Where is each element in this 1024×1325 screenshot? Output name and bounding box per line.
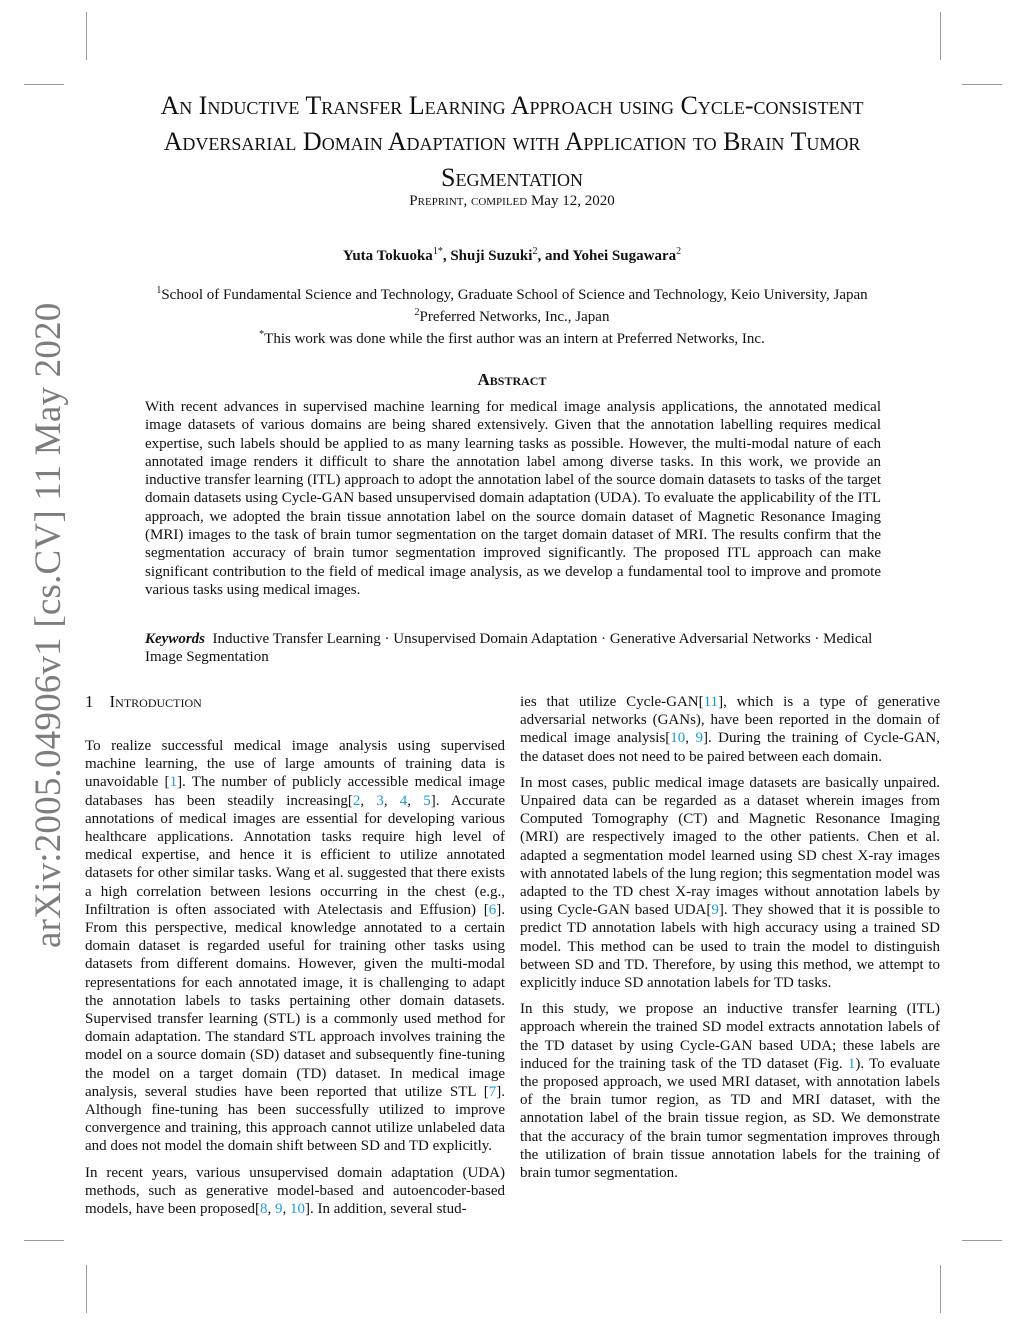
author-sup: 2 (676, 246, 682, 257)
text-run: ]. Accurate annotations of medical images are essential for developing various healthcare applications. Annotation tasks require high level of medical expertise, and hence it is efficient to utilize annotated datasets for other similar tasks. Wang et al. suggested that there exists a high correlation between lesions occurring in the chest (e.g., Infiltration is often associated with Atelectasis and Effusion) [ (85, 792, 505, 918)
author-name: Yohei Sugawara (572, 248, 677, 264)
section-title: Introduction (109, 692, 202, 711)
text-run: ]. From this perspective, medical knowledge annotated to a certain domain dataset is regarded useful for training other tasks using datasets from different domains. However, given the multi-modal representations for each annotated image, it is challenging to adapt the annotation labels to tasks pertaining other domain datasets. Supervised transfer learning (STL) is a commonly used method for domain adaptation. The standard STL approach involves training the model on a source domain (SD) dataset and subsequently fine-tuning the model on a target domain (TD) dataset. In medical image analysis, several studies have been reported that utilize STL [ (85, 901, 505, 1100)
affiliation-sup: * (259, 329, 265, 340)
author-list: Yuta Tokuoka$^{1*}$, Shuji Suzuki$^2$, and Yohei Sugawara$^2$ (342, 246, 682, 264)
paragraph (520, 774, 940, 992)
citation-link[interactable]: 4 (399, 792, 408, 809)
crop-mark-bottom-right (940, 1265, 941, 1313)
figure-link[interactable]: 1 (847, 1055, 856, 1072)
paragraph (520, 1000, 940, 1182)
citation-link[interactable]: 11 (703, 694, 719, 710)
preprint-line (112, 193, 912, 210)
author-note (100, 326, 924, 348)
affiliation-1 (100, 282, 924, 304)
right-column (520, 693, 940, 1190)
crop-mark-top-left (86, 12, 87, 60)
citation-link[interactable]: 10 (289, 1201, 305, 1218)
citation-link[interactable]: 5 (423, 792, 431, 809)
text-run: ies that utilize Cycle-GAN[ (520, 694, 704, 710)
crop-mark-top-left-h (24, 84, 64, 85)
citation-link[interactable]: 9 (695, 730, 703, 747)
citation-link[interactable]: 9 (274, 1201, 283, 1218)
section-number: 1 (85, 692, 94, 711)
text-run: In this study, we propose an inductive transfer learning (ITL) approach wherein the trained SD model extracts annotation labels of the TD dataset by using Cycle-GAN based UDA; these labels are induced for the training task of the TD dataset (Fig. (520, 1001, 940, 1072)
text-run: ]. During the training of Cycle-GAN, the dataset does not need to be paired between each domain. (520, 730, 941, 765)
citation-link[interactable]: 10 (670, 730, 686, 747)
text-run: , (360, 792, 377, 809)
crop-mark-top-right-h (962, 84, 1002, 85)
keywords-label: Keywords (145, 631, 205, 647)
text-run: , (282, 1201, 290, 1218)
abstract-text: With recent advances in supervised machine learning for medical image analysis applications, the annotated medical image datasets of various domains are being shared extensively. Given that the annotation labelling requires medical expertise, such labels should be applied to as many learning tasks as possible. However, the multi-modal nature of each annotated image renders it difficult to share the annotation label among diverse tasks. In this work, we provide an inductive transfer learning (ITL) approach to adopt the annotation label of the source domain datasets to tasks of the target domain datasets using Cycle-GAN based unsupervised domain adaptation (UDA). To evaluate the applicability of the ITL approach, we adopted the brain tissue annotation label on the source domain dataset of Magnetic Resonance Imaging (MRI) images to the task of brain tumor segmentation on the target domain dataset of MRI. The results confirm that the segmentation accuracy of brain tumor segmentation improved significantly. The proposed ITL approach can make significant contribution to the field of medical image analysis, as we develop a fundamental tool to improve and promote various tasks using medical images. (145, 399, 881, 598)
crop-mark-bottom-left-h (24, 1240, 64, 1241)
text-run: , (267, 1201, 275, 1218)
paragraph (85, 737, 505, 1156)
citation-link[interactable]: 2 (352, 792, 361, 809)
text-run: In recent years, various unsupervised domain adaptation (UDA) methods, such as generative model-based and autoencoder-based models, have been proposed[ (85, 1164, 505, 1218)
crop-mark-top-right (940, 12, 941, 60)
text-run: ]. They showed that it is possible to predict TD annotation labels with high accuracy using a trained SD model. This method can be used to train the model to distinguish between SD and TD. Therefore, by using this method, we attempt to explicitly induce SD annotation labels for TD tasks. (520, 902, 940, 992)
text-run: ], which is a type of generative adversarial networks (GANs), have been reported in the domain of medical image analysis[ (520, 694, 940, 747)
author-separator: , and (537, 248, 573, 264)
text-run: ]. Although fine-tuning has been successfully utilized to improve convergence and training, this approach cannot utilize unlabeled data and does not model the domain shift between SD and TD explicitly. (85, 1083, 505, 1155)
paragraph (85, 1164, 505, 1219)
affiliation-text: Preferred Networks, Inc., Japan (419, 309, 610, 325)
text-run: In most cases, public medical image datasets are basically unpaired. Unpaired data can be regarded as a dataset wherein images from Computed Tomography (CT) and Magnetic Resonance Imaging (MRI) are respectively imaged to the other patients. Chen et al. adapted a segmentation model learned using SD chest X-ray images with annotated labels of the lung region; this segmentation model was adapted to the TD chest X-ray images without annotation labels by using Cycle-GAN based UDA[ (520, 774, 940, 919)
author-sup: 2 (532, 246, 538, 257)
citation-link[interactable]: 9 (711, 902, 719, 919)
citation-link[interactable]: 3 (376, 792, 384, 809)
text-run: ]. In addition, several stud- (304, 1201, 467, 1218)
section-heading (85, 692, 202, 712)
citation-link[interactable]: 1 (169, 774, 178, 791)
text-run: , (407, 792, 424, 809)
affiliations (100, 282, 924, 348)
preprint-label: Preprint, compiled (409, 193, 528, 209)
author-name: Shuji Suzuki (450, 248, 533, 264)
affiliation-2 (100, 304, 924, 326)
text-run: , (383, 792, 400, 809)
paper-title: An Inductive Transfer Learning Approach using Cycle-consistent Adversarial Domain Adaptation with Application to Brain Tumor Segmentation (160, 91, 864, 192)
text-run: ]. The number of publicly accessible medical image databases has been steadily increasing[ (85, 774, 505, 809)
paragraph (520, 693, 940, 766)
citation-link[interactable]: 8 (259, 1201, 268, 1218)
author-name: Yuta Tokuoka (342, 248, 433, 264)
left-column (85, 737, 505, 1226)
preprint-date: May 12, 2020 (530, 193, 615, 209)
crop-mark-bottom-right-h (962, 1240, 1002, 1241)
keywords (145, 630, 881, 667)
author-sup: 1* (432, 246, 443, 257)
text-run: , (685, 730, 696, 747)
abstract-heading: Abstract (477, 370, 547, 389)
keywords-text: Inductive Transfer Learning · Unsupervised Domain Adaptation · Generative Adversarial Networks · Medical Image Segmentation (145, 631, 873, 666)
text-run: ). To evaluate the proposed approach, we used MRI dataset, with annotation labels of the brain tumor region, as TD and MRI dataset, with the annotation label of the brain tissue region, as SD. We demonstrate that the accuracy of the brain tumor segmentation improves through the utilization of brain tissue annotation labels for the training of brain tumor segmentation. (520, 1055, 940, 1182)
affiliation-text: This work was done while the first author was an intern at Preferred Networks, Inc. (264, 331, 765, 347)
affiliation-sup: 1 (156, 285, 162, 296)
citation-link[interactable]: 6 (488, 901, 497, 918)
affiliation-sup: 2 (414, 307, 420, 318)
text-run: To realize successful medical image analysis using supervised machine learning, the use of large amounts of training data is unavoidable [ (85, 738, 505, 791)
crop-mark-bottom-left (86, 1265, 87, 1313)
arxiv-stamp: arXiv:2005.04906v1 [cs.CV] 11 May 2020 (28, 302, 69, 948)
citation-link[interactable]: 7 (488, 1083, 497, 1100)
affiliation-text: School of Fundamental Science and Technology, Graduate School of Science and Technology, Keio University, Japan (161, 287, 868, 303)
